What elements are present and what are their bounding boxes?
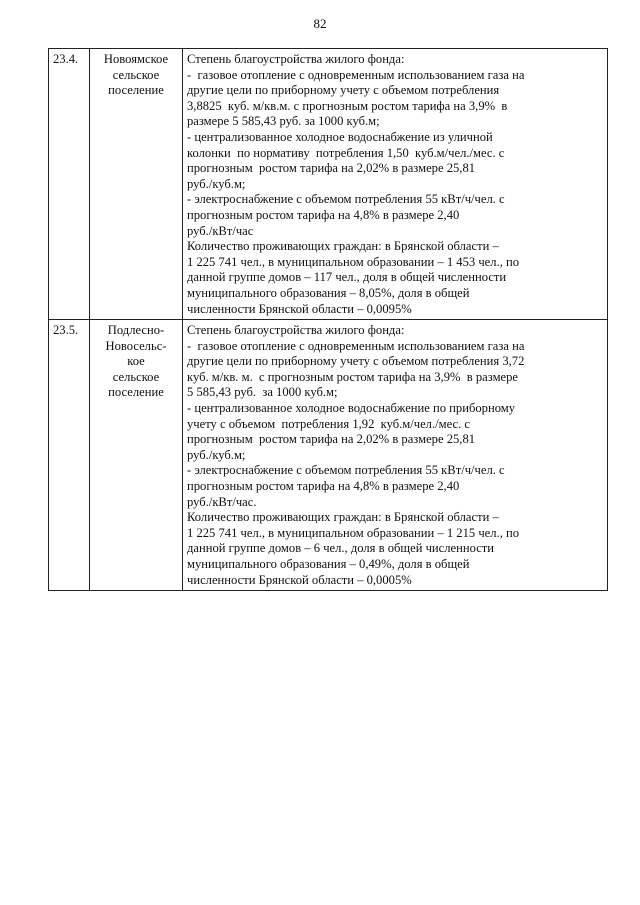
description-line: численности Брянской области – 0,0095% bbox=[187, 301, 412, 316]
description-line: прогнозным ростом тарифа на 2,02% в размере 25,81 bbox=[187, 161, 476, 176]
settlement-description bbox=[183, 320, 608, 591]
description-line: прогнозным ростом тарифа на 2,02% в размере 25,81 bbox=[187, 432, 476, 447]
description-line: другие цели по приборному учету с объемом потребления bbox=[187, 83, 500, 98]
description-line: 1 225 741 чел., в муниципальном образовании – 1 215 чел., по bbox=[187, 525, 520, 540]
description-line: прогнозным ростом тарифа на 4,8% в размере 2,40 bbox=[187, 479, 460, 494]
description-line: Количество проживающих граждан: в Брянской области – bbox=[187, 239, 499, 254]
description-line: - централизованное холодное водоснабжение из уличной bbox=[187, 129, 493, 144]
settlement-name-line: кое bbox=[127, 354, 145, 369]
description-line: - газовое отопление с одновременным использованием газа на bbox=[187, 338, 525, 353]
settlement-name-line: Новоямское bbox=[103, 52, 169, 66]
description-line: - электроснабжение с объемом потребления 55 кВт/ч/чел. с bbox=[187, 192, 505, 207]
settlement-name-line: Подлесно- bbox=[107, 323, 165, 338]
settlement-name-line: поселение bbox=[108, 385, 164, 400]
table-row bbox=[49, 320, 608, 591]
description-line: куб. м/кв. м. с прогнозным ростом тарифа на 3,9% в размере bbox=[187, 369, 519, 384]
settlement-name-line: сельское bbox=[112, 67, 160, 82]
description-line: муниципального образования – 8,05%, доля в общей bbox=[187, 285, 470, 300]
page-number: 82 bbox=[313, 16, 327, 31]
description-line: руб./куб.м; bbox=[187, 447, 246, 462]
description-line: Степень благоустройства жилого фонда: bbox=[187, 52, 405, 66]
description-line: учету с объемом потребления 1,92 куб.м/чел./мес. с bbox=[187, 416, 470, 431]
description-line: данной группе домов – 6 чел., доля в общей численности bbox=[187, 541, 495, 556]
description-line: руб./кВт/час bbox=[187, 223, 254, 238]
table-row bbox=[49, 49, 608, 320]
description-line: 1 225 741 чел., в муниципальном образовании – 1 453 чел., по bbox=[187, 254, 520, 269]
description-line: размере 5 585,43 руб. за 1000 куб.м; bbox=[187, 114, 380, 129]
row-number: 23.5. bbox=[49, 320, 90, 591]
settlement-name-line: сельское bbox=[112, 369, 160, 384]
description-line: 5 585,43 руб. за 1000 куб.м; bbox=[187, 385, 338, 400]
settlement-name-line: Новосельс- bbox=[105, 338, 167, 353]
row-number: 23.4. bbox=[49, 49, 90, 320]
settlement-name bbox=[90, 49, 183, 320]
description-line: муниципального образования – 0,49%, доля в общей bbox=[187, 557, 470, 571]
description-line: Степень благоустройства жилого фонда: bbox=[187, 323, 405, 338]
description-line: другие цели по приборному учету с объемом потребления 3,72 bbox=[187, 354, 525, 369]
description-line: прогнозным ростом тарифа на 4,8% в размере 2,40 bbox=[187, 207, 460, 222]
description-line: колонки по нормативу потребления 1,50 куб.м/чел./мес. с bbox=[187, 145, 505, 160]
description-line: Количество проживающих граждан: в Брянской области – bbox=[187, 510, 499, 525]
description-line: руб./кВт/час. bbox=[187, 494, 257, 509]
description-line: руб./куб.м; bbox=[187, 176, 246, 191]
settlement-name bbox=[90, 320, 183, 591]
description-line: 3,8825 куб. м/кв.м. с прогнозным ростом тарифа на 3,9% в bbox=[187, 98, 508, 113]
description-line: - электроснабжение с объемом потребления 55 кВт/ч/чел. с bbox=[187, 463, 505, 478]
description-line: - газовое отопление с одновременным использованием газа на bbox=[187, 67, 525, 82]
description-line: данной группе домов – 117 чел., доля в общей численности bbox=[187, 270, 507, 285]
settlement-description bbox=[183, 49, 608, 320]
settlements-table bbox=[48, 48, 608, 591]
settlement-name-line: поселение bbox=[108, 83, 164, 98]
description-line: численности Брянской области – 0,0005% bbox=[187, 572, 412, 587]
description-line: - централизованное холодное водоснабжение по приборному bbox=[187, 401, 516, 416]
